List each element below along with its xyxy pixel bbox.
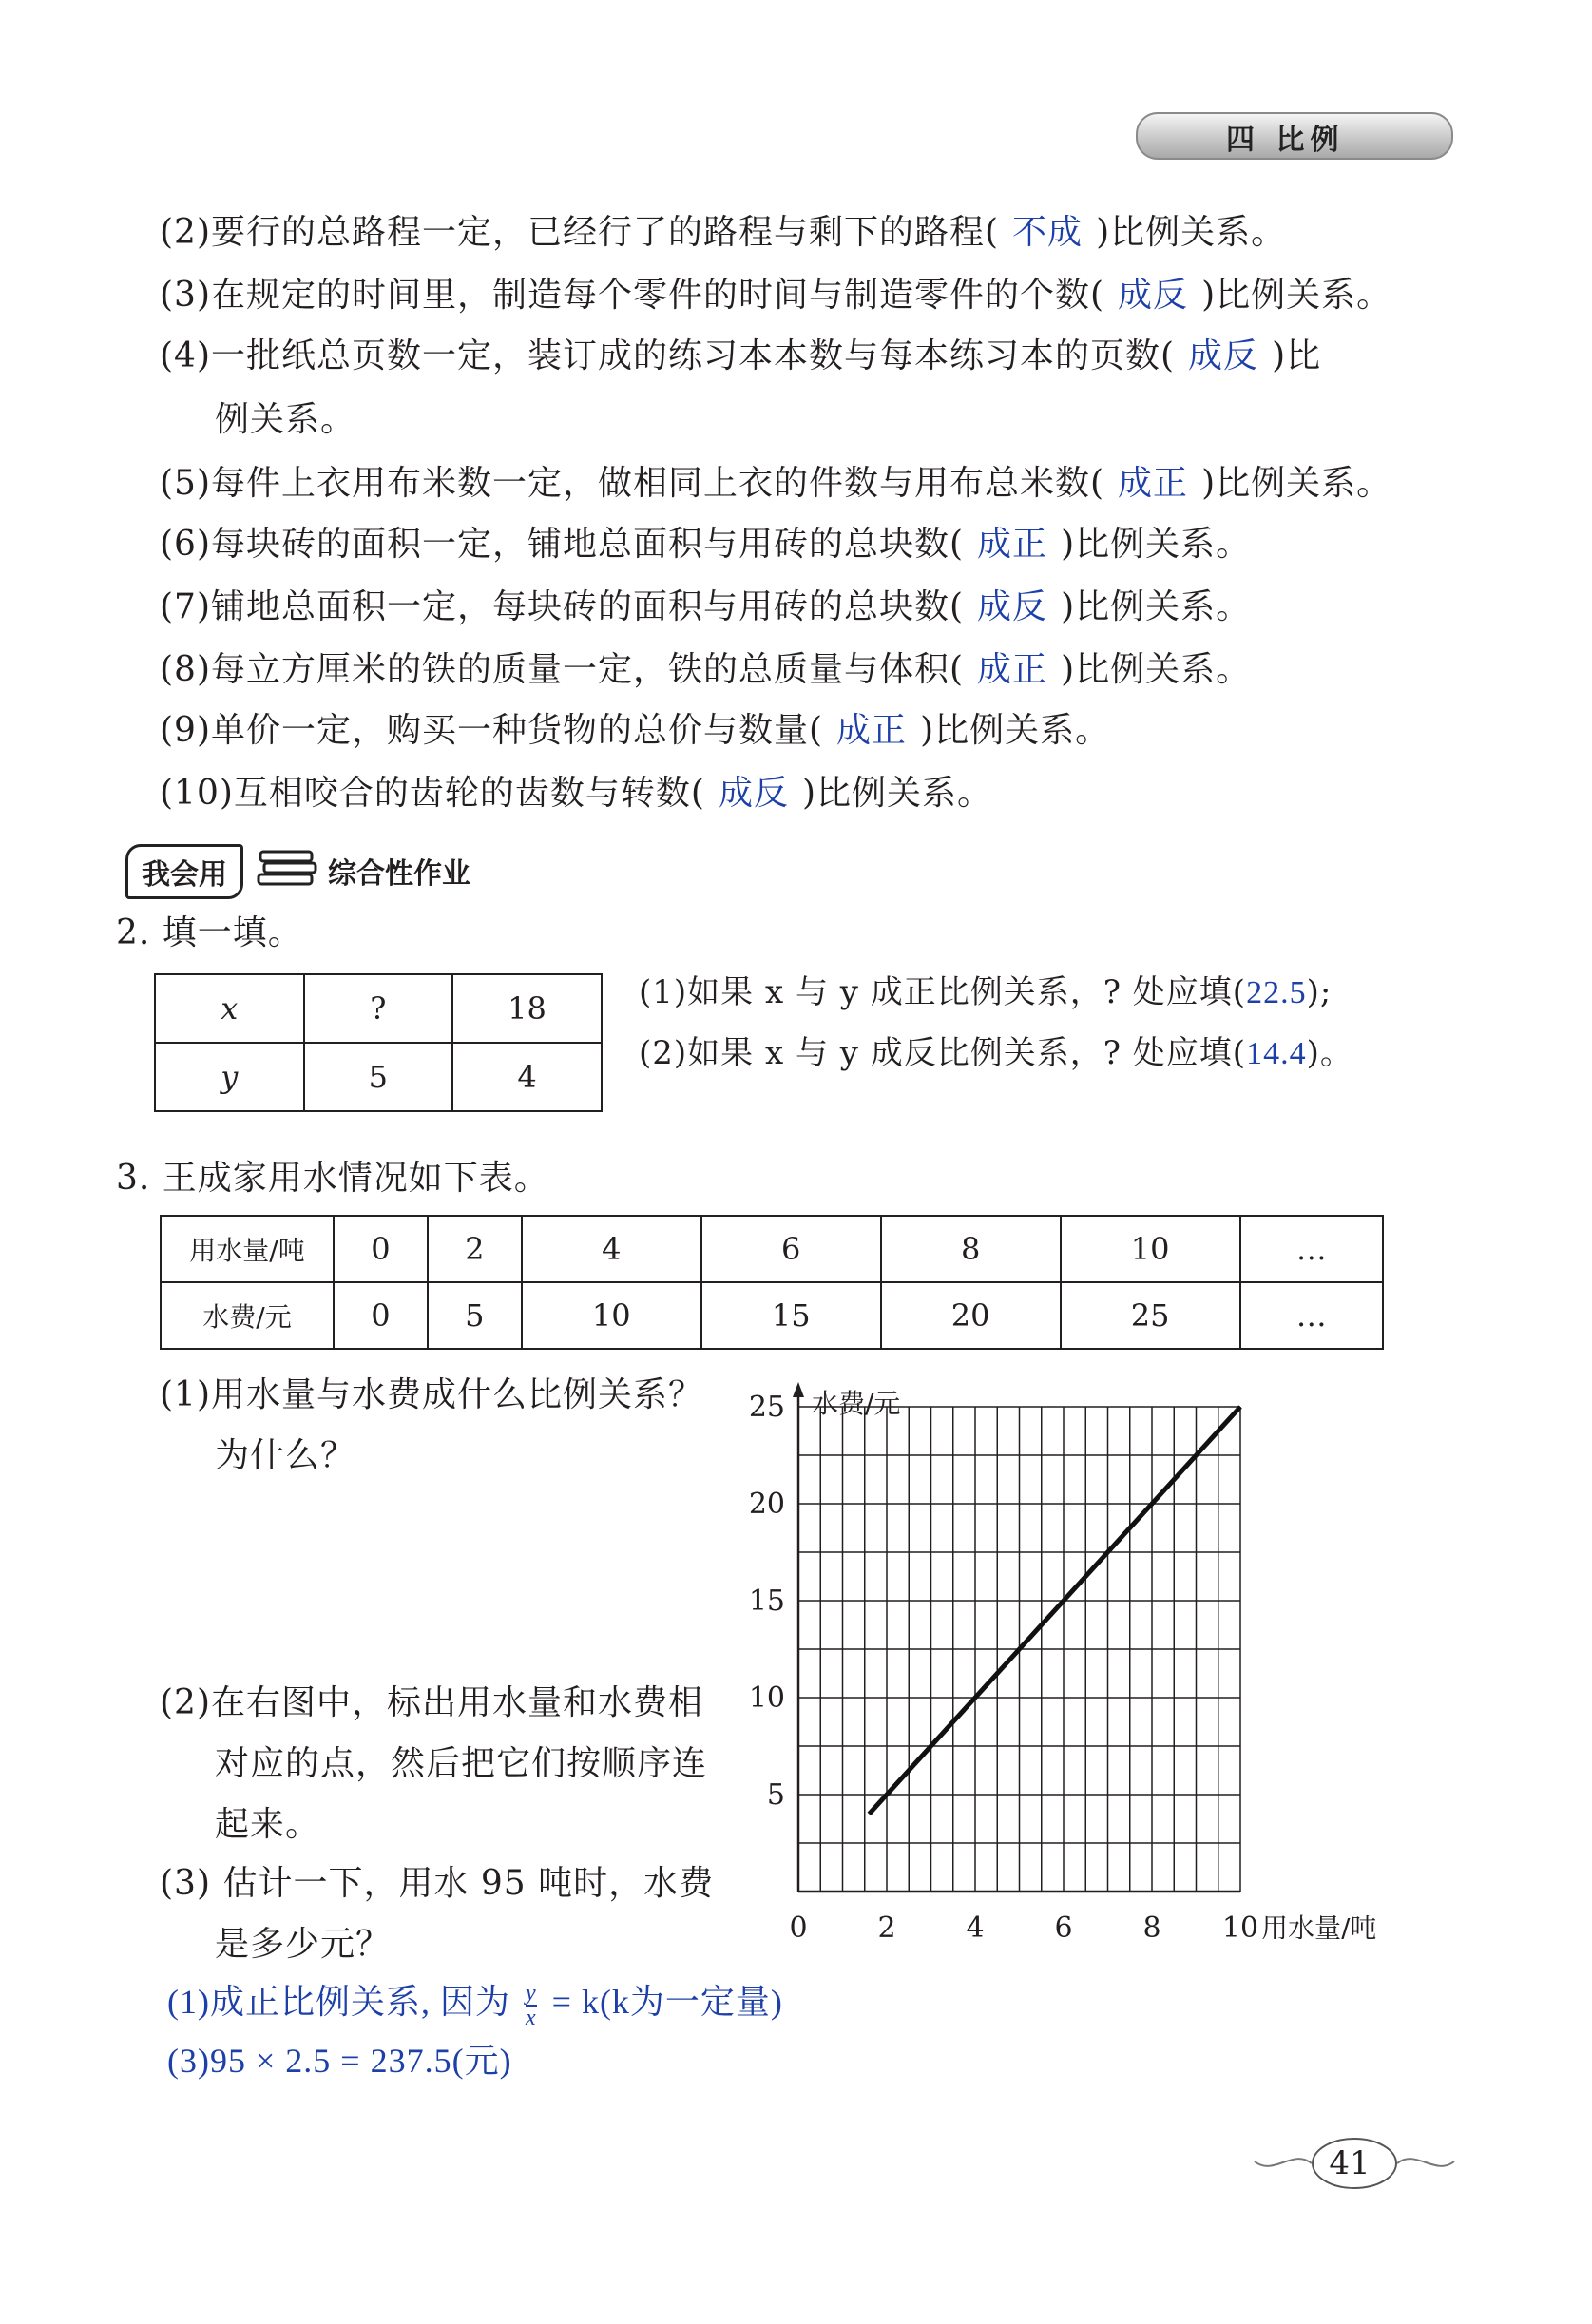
q2-part-2	[639, 1032, 1353, 1075]
q1-item	[160, 335, 1321, 377]
answer-1-tail: = k(k为一定量)	[551, 1983, 783, 2021]
q1-item-tail: )比例关系。	[801, 774, 993, 813]
q3-sub2-line2: 对应的点，然后把它们按顺序连	[215, 1744, 708, 1783]
q3-fee-cell: 5	[428, 1282, 522, 1349]
q1-item-tail: )比例关系。	[1096, 213, 1287, 252]
q1-item-text: (9)单价一定，购买一种货物的总价与数量(	[160, 711, 824, 750]
q2-cell: 4	[452, 1043, 602, 1111]
y-axis-arrow	[793, 1382, 804, 1397]
q3-sub1-line1: (1)用水量与水费成什么比例关系？	[160, 1375, 703, 1414]
chapter-title: 四 比例	[1226, 124, 1345, 157]
q1-answer: 成正	[977, 525, 1048, 563]
q2-part-end: );	[1306, 973, 1333, 1011]
q1-item-tail: )比例关系。	[1201, 276, 1392, 315]
q1-item-text: (2)要行的总路程一定，已经行了的路程与剩下的路程(	[160, 213, 1000, 252]
section-tag: 我会用	[125, 844, 243, 899]
q1-item-tail: )比	[1272, 336, 1322, 375]
q1-item	[160, 772, 992, 815]
q3-fee-cell: 20	[881, 1282, 1061, 1349]
x-tick-label: 6	[1054, 1911, 1073, 1939]
q1-item-tail: )比例关系。	[1061, 587, 1252, 626]
q3-usage-cell: 4	[522, 1216, 701, 1282]
q2-part-1	[639, 971, 1332, 1014]
q1-item-text: (10)互相咬合的齿轮的齿数与转数(	[160, 774, 705, 813]
q1-answer: 成正	[836, 711, 908, 749]
answer-1-text: (1)成正比例关系, 因为	[167, 1983, 510, 2021]
q2-answer-1: 22.5	[1246, 975, 1307, 1010]
q1-item-text: (4)一批纸总页数一定，装订成的练习本本数与每本练习本的页数(	[160, 336, 1176, 375]
q3-usage-cell: 2	[428, 1216, 522, 1282]
q3-usage-cell: 0	[334, 1216, 428, 1282]
q3-fee-cell: 0	[334, 1282, 428, 1349]
x-tick-label: 8	[1142, 1911, 1161, 1939]
q3-fee-cell: 25	[1061, 1282, 1240, 1349]
q3-answer-1	[167, 1981, 783, 2038]
x-tick-label: 0	[789, 1911, 808, 1939]
section-subtitle: 综合性作业	[328, 857, 470, 891]
fraction-denominator: x	[525, 2005, 537, 2030]
q2-cell: 18	[452, 974, 602, 1043]
q2-part-text: (1)如果 x 与 y 成正比例关系，? 处应填(	[639, 973, 1247, 1011]
q2-cell: 5	[304, 1043, 453, 1111]
x-tick-label: 2	[877, 1911, 896, 1939]
q1-item-text: (7)铺地总面积一定，每块砖的面积与用砖的总块数(	[160, 587, 965, 626]
q1-answer: 成反	[1188, 336, 1259, 375]
q2-cell: ?	[304, 974, 453, 1043]
q3-usage-cell: …	[1240, 1216, 1383, 1282]
q3-table	[160, 1215, 1384, 1350]
q3-sub3-line2: 是多少元？	[215, 1925, 392, 1964]
y-tick-label: 25	[748, 1391, 785, 1424]
y-tick-label: 20	[748, 1488, 785, 1521]
q1-item-text: (3)在规定的时间里，制造每个零件的时间与制造零件的个数(	[160, 276, 1105, 315]
y-axis-label: 水费/元	[812, 1388, 901, 1419]
q3-usage-cell: 6	[701, 1216, 881, 1282]
y-tick-label: 15	[748, 1585, 785, 1618]
q1-answer: 不成	[1012, 213, 1084, 251]
q2-title: 2. 填一填。	[116, 913, 303, 952]
q1-item	[160, 648, 1251, 691]
q1-item-text: (8)每立方厘米的铁的质量一定，铁的总质量与体积(	[160, 650, 965, 689]
q1-answer: 成反	[718, 774, 789, 812]
q3-sub1-line2: 为什么？	[215, 1436, 356, 1475]
books-icon	[257, 846, 319, 888]
x-tick-label: 10	[1221, 1911, 1259, 1939]
q1-item	[160, 211, 1286, 254]
series-line-水费	[869, 1407, 1240, 1814]
q3-usage-cell: 10	[1061, 1216, 1240, 1282]
q1-item-continuation: 例关系。	[215, 400, 356, 439]
x-axis-label: 用水量/吨	[1261, 1912, 1377, 1939]
q1-answer: 成正	[977, 650, 1048, 688]
q2-cell: y	[155, 1043, 304, 1111]
q1-item-tail: )比例关系。	[1061, 525, 1252, 564]
y-tick-label: 10	[748, 1681, 785, 1715]
q1-item-tail: )比例关系。	[1201, 464, 1392, 503]
q3-row-label: 水费/元	[161, 1282, 334, 1349]
q1-item-text: (5)每件上衣用布米数一定，做相同上衣的件数与用布总米数(	[160, 464, 1105, 503]
q3-answer-3: (3)95 × 2.5 = 237.5(元)	[167, 2042, 512, 2080]
q3-row-label: 用水量/吨	[161, 1216, 334, 1282]
x-tick-label: 4	[966, 1911, 985, 1939]
q3-fee-cell: 15	[701, 1282, 881, 1349]
q3-fee-cell: …	[1240, 1282, 1383, 1349]
q3-sub2-line3: 起来。	[215, 1805, 321, 1844]
q1-answer: 成正	[1118, 464, 1189, 502]
q2-cell: x	[155, 974, 304, 1043]
water-fee-chart	[713, 1369, 1435, 1939]
fraction-y-over-x	[526, 1982, 537, 2029]
y-tick-label: 5	[766, 1778, 785, 1812]
q1-item-text: (6)每块砖的面积一定，铺地总面积与用砖的总块数(	[160, 525, 965, 564]
q1-item	[160, 586, 1251, 628]
page-number: 41	[1329, 2144, 1371, 2182]
q1-item	[160, 523, 1251, 566]
q1-answer: 成反	[977, 587, 1048, 625]
q3-sub3-line1: (3) 估计一下，用水 95 吨时，水费	[160, 1864, 715, 1903]
q1-item-tail: )比例关系。	[920, 711, 1111, 750]
q2-part-text: (2)如果 x 与 y 成反比例关系，? 处应填(	[639, 1034, 1247, 1072]
q1-item-tail: )比例关系。	[1061, 650, 1252, 689]
q1-item	[160, 709, 1110, 752]
q1-answer: 成反	[1118, 276, 1189, 314]
q1-item	[160, 462, 1391, 505]
q2-answer-2: 14.4	[1246, 1036, 1307, 1071]
q3-title: 3. 王成家用水情况如下表。	[116, 1159, 549, 1198]
q3-fee-cell: 10	[522, 1282, 701, 1349]
q2-table	[154, 973, 603, 1112]
fraction-numerator: y	[525, 1980, 537, 2006]
q1-item	[160, 274, 1391, 317]
q2-part-end: )。	[1306, 1034, 1353, 1072]
q3-usage-cell: 8	[881, 1216, 1061, 1282]
q3-sub2-line1: (2)在右图中，标出用水量和水费相	[160, 1683, 703, 1722]
